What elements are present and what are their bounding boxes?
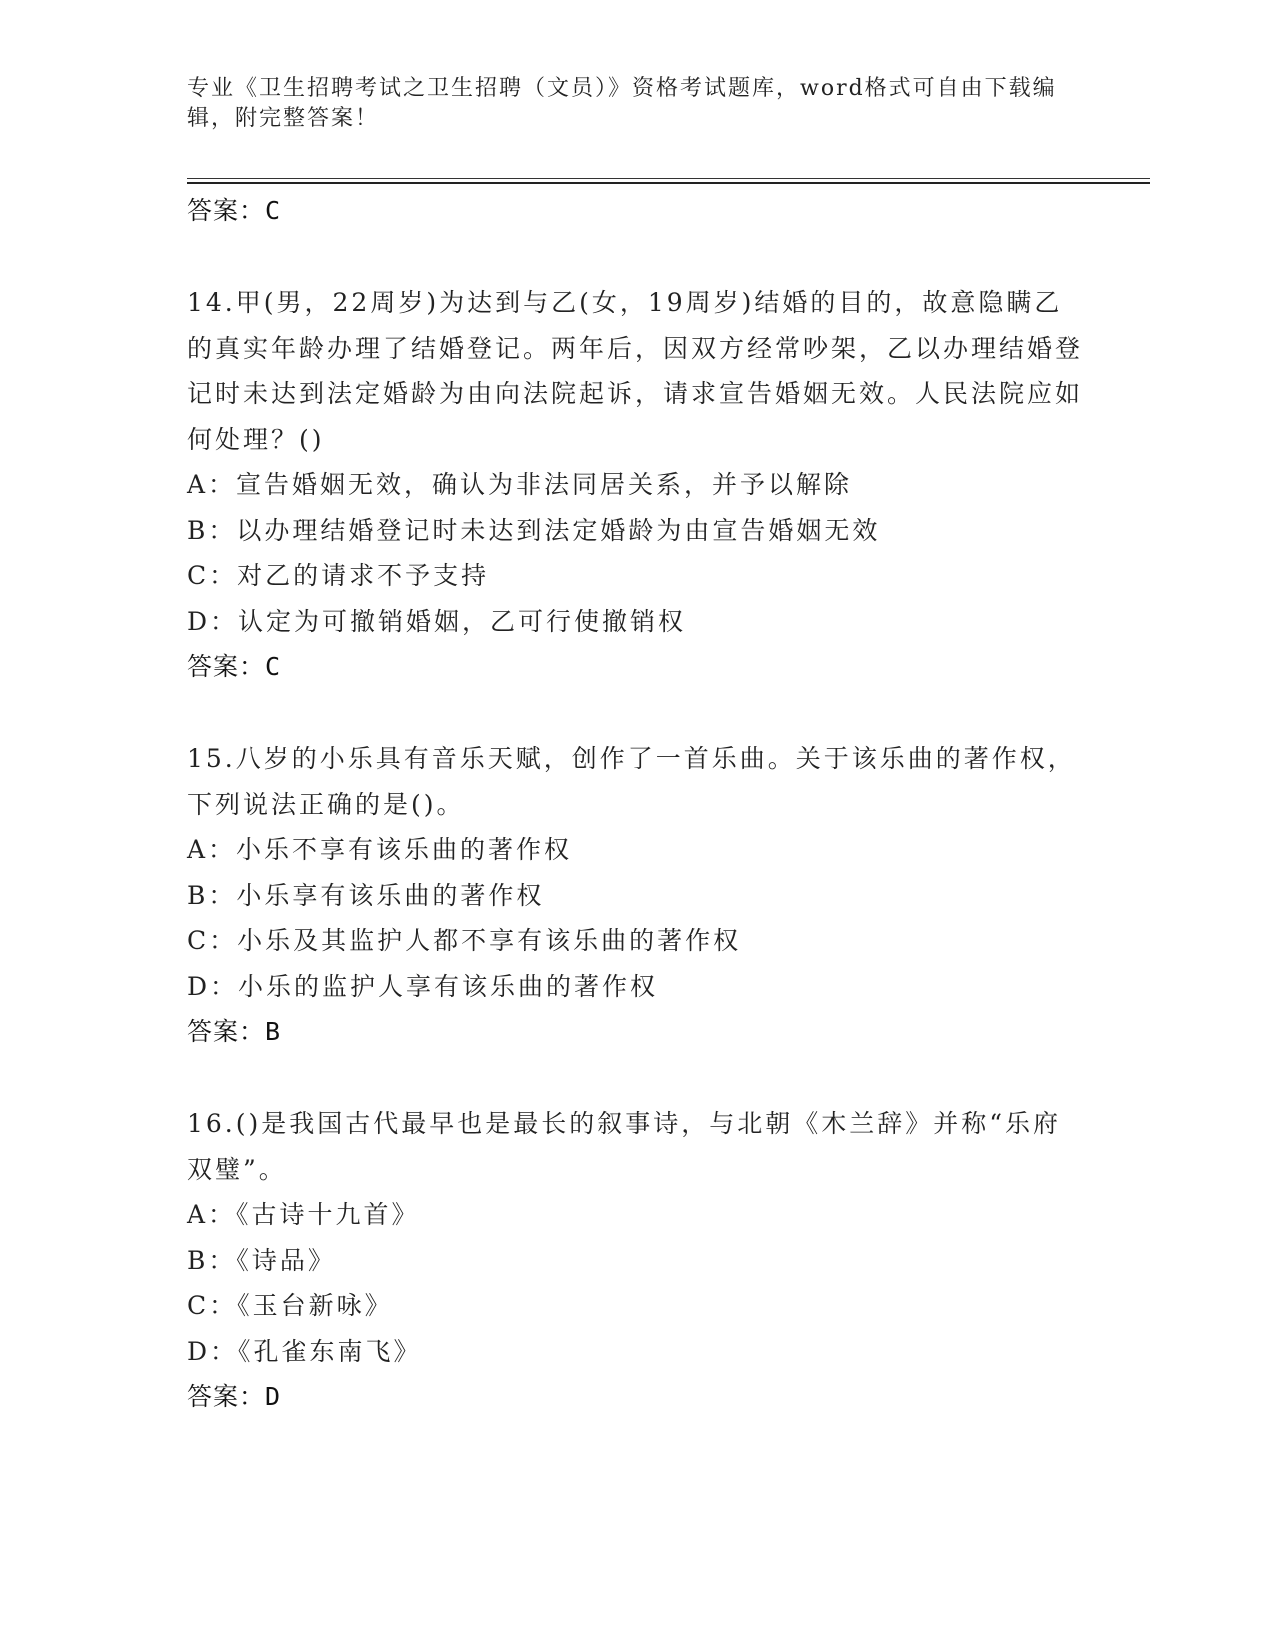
answer-value: C bbox=[265, 196, 282, 225]
answer-line bbox=[187, 188, 1087, 234]
answer-line bbox=[187, 644, 1087, 690]
option-a: A：宣告婚姻无效，确认为非法同居关系，并予以解除 bbox=[187, 470, 853, 499]
question-stem: 14.甲(男，22周岁)为达到与乙(女，19周岁)结婚的目的，故意隐瞒乙的真实年龄办理了结婚登记。两年后，因双方经常吵架，乙以办理结婚登记时未达到法定婚龄为由向法院起诉，请求宣告婚姻无效。人民法院应如何处理？() bbox=[187, 288, 1084, 454]
answer-prefix: 答案： bbox=[187, 1017, 266, 1046]
question-block bbox=[187, 736, 1087, 1055]
option-c: C：小乐及其监护人都不享有该乐曲的著作权 bbox=[187, 926, 742, 955]
question-list bbox=[187, 188, 1087, 1420]
answer-value: D bbox=[265, 1382, 282, 1411]
answer-value: C bbox=[265, 652, 282, 681]
option-c: C：《玉台新咏》 bbox=[187, 1291, 393, 1320]
answer-prefix: 答案： bbox=[187, 1382, 266, 1411]
question-stem: 16.()是我国古代最早也是最长的叙事诗，与北朝《木兰辞》并称“乐府双璧”。 bbox=[187, 1109, 1062, 1184]
option-b: B：《诗品》 bbox=[187, 1245, 336, 1275]
question-stem: 15.八岁的小乐具有音乐天赋，创作了一首乐曲。关于该乐曲的著作权，下列说法正确的是()。 bbox=[187, 744, 1076, 819]
question-block bbox=[187, 1101, 1087, 1420]
option-a: A：《古诗十九首》 bbox=[187, 1200, 420, 1229]
option-c: C：对乙的请求不予支持 bbox=[187, 561, 490, 590]
spacer bbox=[187, 234, 1087, 280]
spacer bbox=[187, 690, 1087, 736]
option-d: D：《孔雀东南飞》 bbox=[187, 1336, 422, 1366]
answer-line bbox=[187, 1374, 1087, 1420]
question-block bbox=[187, 280, 1087, 690]
answer-line bbox=[187, 1009, 1087, 1055]
option-b: B：以办理结婚登记时未达到法定婚龄为由宣告婚姻无效 bbox=[187, 515, 881, 545]
answer-prefix: 答案： bbox=[187, 196, 266, 225]
option-d: D：小乐的监护人享有该乐曲的著作权 bbox=[187, 971, 659, 1001]
option-a: A：小乐不享有该乐曲的著作权 bbox=[187, 835, 573, 864]
option-b: B：小乐享有该乐曲的著作权 bbox=[187, 880, 545, 910]
option-d: D：认定为可撤销婚姻，乙可行使撤销权 bbox=[187, 606, 687, 636]
document-header bbox=[187, 74, 1067, 134]
header-divider-thick bbox=[187, 182, 1150, 184]
header-text: 专业《卫生招聘考试之卫生招聘（文员）》资格考试题库，word格式可自由下载编辑，附完整答案！ bbox=[187, 76, 1057, 131]
answer-prefix: 答案： bbox=[187, 652, 266, 681]
header-divider-thin bbox=[187, 178, 1150, 179]
answer-value: B bbox=[265, 1017, 282, 1046]
spacer bbox=[187, 1055, 1087, 1101]
